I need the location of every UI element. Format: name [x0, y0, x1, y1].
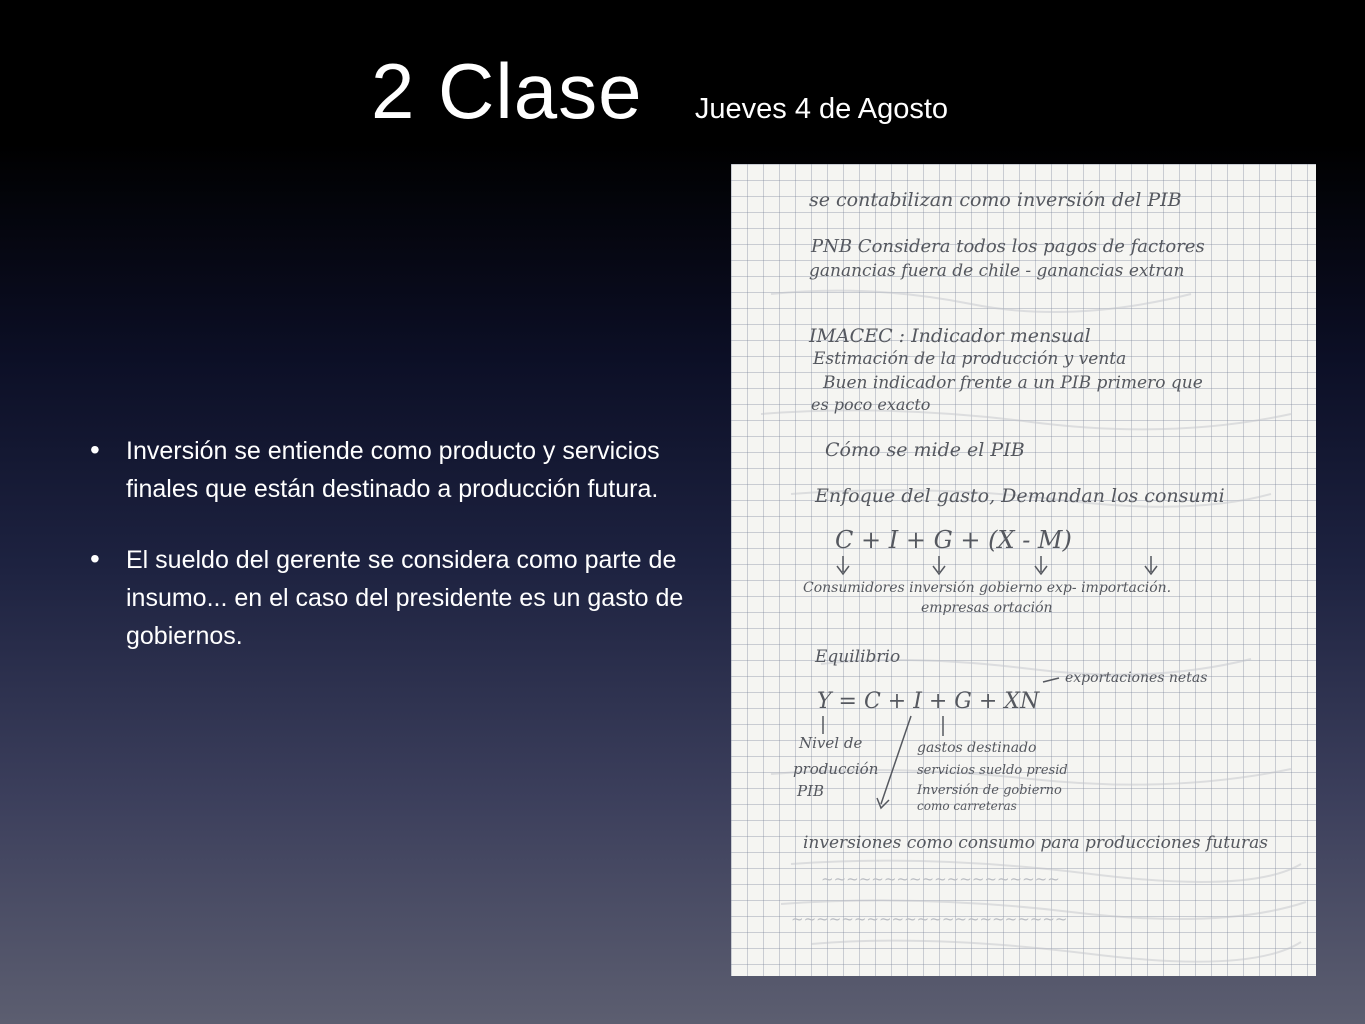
note-line: PNB Considera todos los pagos de factores — [811, 236, 1205, 257]
bullet-text: Inversión se entiende como producto y servicios finales que están destinado a producción futura. — [126, 437, 660, 503]
bleed-through-text: ~~~~~~~~~~~~~~~~~~~~~~ — [791, 910, 1068, 928]
note-line: C + I + G + (X - M) — [835, 526, 1072, 554]
bleed-through-text: ~~~~~~~~~~~~~~~~~~~ — [821, 870, 1060, 888]
note-line: inversiones como consumo para producciones futuras — [803, 833, 1268, 853]
note-line: Buen indicador frente a un PIB primero que — [823, 373, 1203, 393]
note-line: ganancias fuera de chile - ganancias extran — [809, 261, 1185, 281]
note-line: IMACEC : Indicador mensual — [809, 325, 1091, 347]
note-line: gastos destinado — [917, 740, 1037, 756]
note-line: Equilibrio — [815, 647, 901, 667]
note-line: Inversión de gobierno — [917, 783, 1062, 798]
note-line: empresas ortación — [921, 600, 1053, 616]
note-line: producción — [793, 760, 879, 778]
note-line: Enfoque del gasto, Demandan los consumi — [815, 485, 1225, 507]
bullet-dot-icon: • — [90, 434, 100, 465]
note-line: es poco exacto — [811, 395, 931, 414]
bullet-list — [92, 432, 712, 688]
slide-title: 2 Clase — [371, 47, 643, 135]
bullet-item — [92, 432, 712, 508]
bullet-text: El sueldo del gerente se considera como parte de insumo... en el caso del presidente es un gasto de gobiernos. — [126, 546, 684, 650]
note-line: Cómo se mide el PIB — [825, 439, 1025, 461]
note-line: PIB — [797, 782, 825, 800]
bullet-dot-icon: • — [90, 543, 100, 574]
note-line: servicios sueldo presid — [917, 763, 1068, 778]
title-row — [371, 46, 948, 136]
note-line: se contabilizan como inversión del PIB — [809, 189, 1182, 211]
handwritten-notes-image — [731, 164, 1316, 976]
note-line: como carreteras — [917, 799, 1017, 813]
note-line: exportaciones netas — [1065, 670, 1208, 686]
handwritten-notes-drawing — [731, 164, 1316, 976]
note-line: Y = C + I + G + XN — [817, 689, 1040, 714]
note-line: Nivel de — [799, 734, 863, 752]
slide-subtitle: Jueves 4 de Agosto — [694, 93, 949, 125]
bullet-item — [92, 541, 712, 655]
note-line: Consumidores inversión gobierno exp- importación. — [803, 580, 1172, 596]
note-line: Estimación de la producción y venta — [813, 349, 1127, 369]
